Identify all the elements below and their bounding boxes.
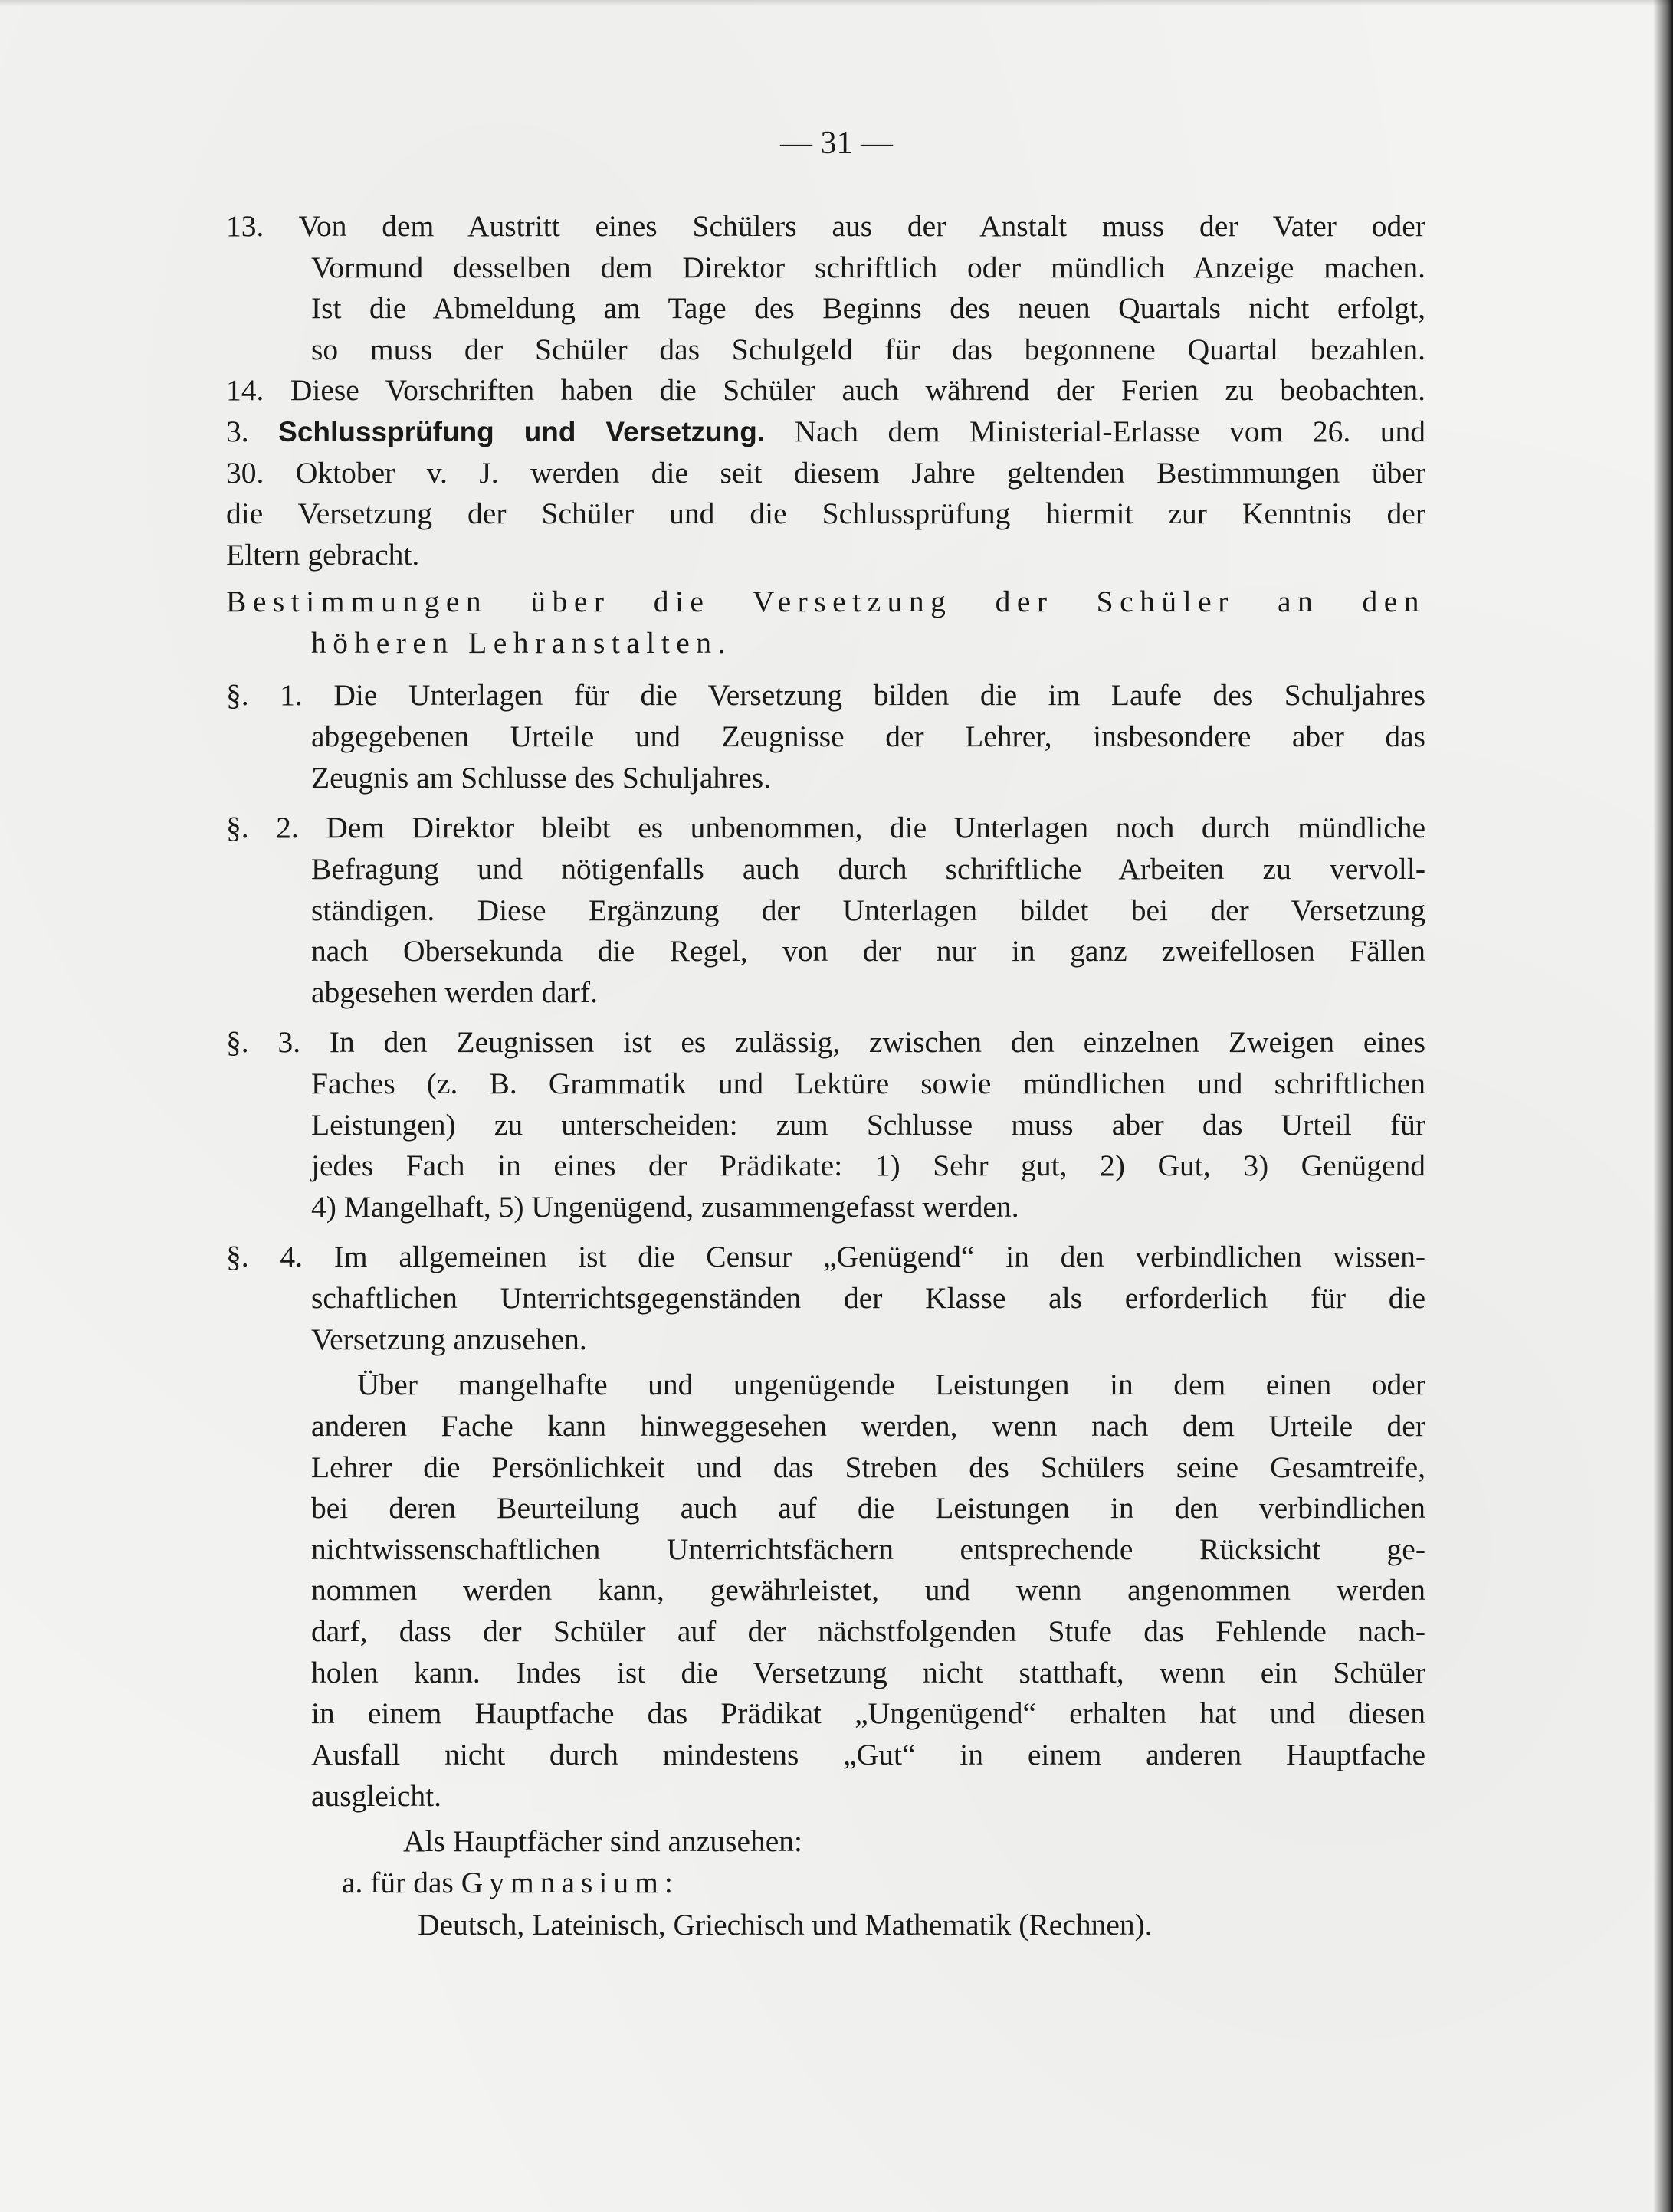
text-line: Faches (z. B. Grammatik und Lektüre sowie mündlichen und schriftlichen bbox=[311, 1067, 1425, 1100]
text-span: Die Unterlagen für die Versetzung bilden die im Laufe des Schuljahres bbox=[333, 678, 1426, 712]
paragraph-number: §. 3. bbox=[226, 1025, 301, 1059]
text-line: bei deren Beurteilung auch auf die Leistungen in den verbindlichen bbox=[311, 1491, 1425, 1525]
paragraph-line bbox=[226, 807, 1425, 848]
paragraph-number: §. 4. bbox=[226, 1240, 303, 1273]
regulation-subtitle: höheren Lehranstalten. bbox=[311, 626, 732, 660]
paragraph-line bbox=[226, 1021, 1425, 1063]
page-number: — 31 — bbox=[780, 126, 893, 161]
section-number: 3. bbox=[226, 415, 249, 448]
text-span: a. für das bbox=[342, 1866, 454, 1899]
text-line: 13. Von dem Austritt eines Schülers aus der Anstalt muss der Vater oder bbox=[226, 209, 1425, 243]
text-line: abgesehen werden darf. bbox=[311, 975, 598, 1009]
paragraph-line bbox=[226, 674, 1425, 716]
text-line: Deutsch, Lateinisch, Griechisch und Mathematik (Rechnen). bbox=[418, 1908, 1153, 1942]
text-line: schaftlichen Unterrichtsgegenständen der Klasse als erforderlich für die bbox=[311, 1281, 1425, 1315]
text-line: Befragung und nötigenfalls auch durch schriftliche Arbeiten zu vervoll- bbox=[311, 852, 1425, 886]
text-span: Dem Direktor bleibt es unbenommen, die Unterlagen noch durch mündliche bbox=[326, 811, 1426, 844]
text-line: anderen Fache kann hinweggesehen werden, wenn nach dem Urteile der bbox=[311, 1409, 1425, 1443]
text-line: nach Obersekunda die Regel, von der nur in ganz zweifellosen Fällen bbox=[311, 934, 1425, 968]
text-line: abgegebenen Urteile und Zeugnisse der Lehrer, insbesondere aber das bbox=[311, 719, 1425, 753]
page-shadow-top bbox=[0, 0, 1673, 6]
page-shadow-right bbox=[1653, 0, 1673, 2212]
text-line: Als Hauptfächer sind anzusehen: bbox=[403, 1824, 803, 1858]
text-line: ständigen. Diese Ergänzung der Unterlagen bildet bei der Versetzung bbox=[311, 893, 1425, 927]
school-type: Gymnasium: bbox=[461, 1866, 679, 1899]
text-line: darf, dass der Schüler auf der nächstfolgenden Stufe das Fehlende nach- bbox=[311, 1614, 1425, 1648]
text-span: In den Zeugnissen ist es zulässig, zwischen den einzelnen Zweigen eines bbox=[329, 1025, 1426, 1059]
text-line: nichtwissenschaftlichen Unterrichtsfächern entsprechende Rücksicht ge- bbox=[311, 1532, 1425, 1566]
text-line bbox=[342, 1862, 1108, 1903]
section-heading-line bbox=[226, 411, 1425, 453]
text-line: jedes Fach in eines der Prädikate: 1) Sehr gut, 2) Gut, 3) Genügend bbox=[311, 1149, 1425, 1182]
paragraph-number: §. 2. bbox=[226, 811, 299, 844]
text-line: Versetzung anzusehen. bbox=[311, 1322, 587, 1356]
text-line: Vormund desselben dem Direktor schriftlich oder mündlich Anzeige machen. bbox=[311, 251, 1425, 284]
text-line: die Versetzung der Schüler und die Schlussprüfung hiermit zur Kenntnis der bbox=[226, 496, 1425, 530]
text-line: Ausfall nicht durch mindestens „Gut“ in einem anderen Hauptfache bbox=[311, 1738, 1425, 1771]
text-line: holen kann. Indes ist die Versetzung nicht statthaft, wenn ein Schüler bbox=[311, 1656, 1425, 1689]
text-line: Über mangelhafte und ungenügende Leistungen in dem einen oder bbox=[357, 1368, 1425, 1401]
text-line: 4) Mangelhaft, 5) Ungenügend, zusammengefasst werden. bbox=[311, 1190, 1019, 1224]
section-title: Schlussprüfung und Versetzung. bbox=[278, 416, 766, 447]
text-line: Leistungen) zu unterscheiden: zum Schlusse muss aber das Urteil für bbox=[311, 1108, 1425, 1142]
text-line: Lehrer die Persönlichkeit und das Streben des Schülers seine Gesamtreife, bbox=[311, 1450, 1425, 1484]
text-line: ausgleicht. bbox=[311, 1779, 442, 1813]
text-line: in einem Hauptfache das Prädikat „Ungenügend“ erhalten hat und diesen bbox=[311, 1696, 1425, 1730]
paragraph-number: §. 1. bbox=[226, 678, 303, 712]
regulation-title: Bestimmungen über die Versetzung der Schüler an den bbox=[226, 585, 1425, 618]
text-line: Eltern gebracht. bbox=[226, 538, 420, 572]
text-line: Zeugnis am Schlusse des Schuljahres. bbox=[311, 761, 772, 795]
text-span: Nach dem Ministerial-Erlasse vom 26. und bbox=[794, 415, 1426, 448]
text-span: Im allgemeinen ist die Censur „Genügend“ in den verbindlichen wissen- bbox=[333, 1240, 1426, 1273]
text-line: 30. Oktober v. J. werden die seit diesem Jahre geltenden Bestimmungen über bbox=[226, 456, 1425, 490]
text-line: 14. Diese Vorschriften haben die Schüler auch während der Ferien zu beobachten. bbox=[226, 373, 1425, 407]
paragraph-line bbox=[226, 1236, 1425, 1277]
text-line: nommen werden kann, gewährleistet, und wenn angenommen werden bbox=[311, 1573, 1425, 1607]
text-line: so muss der Schüler das Schulgeld für das begonnene Quartal bezahlen. bbox=[311, 333, 1425, 366]
text-line: Ist die Abmeldung am Tage des Beginns des neuen Quartals nicht erfolgt, bbox=[311, 291, 1425, 325]
